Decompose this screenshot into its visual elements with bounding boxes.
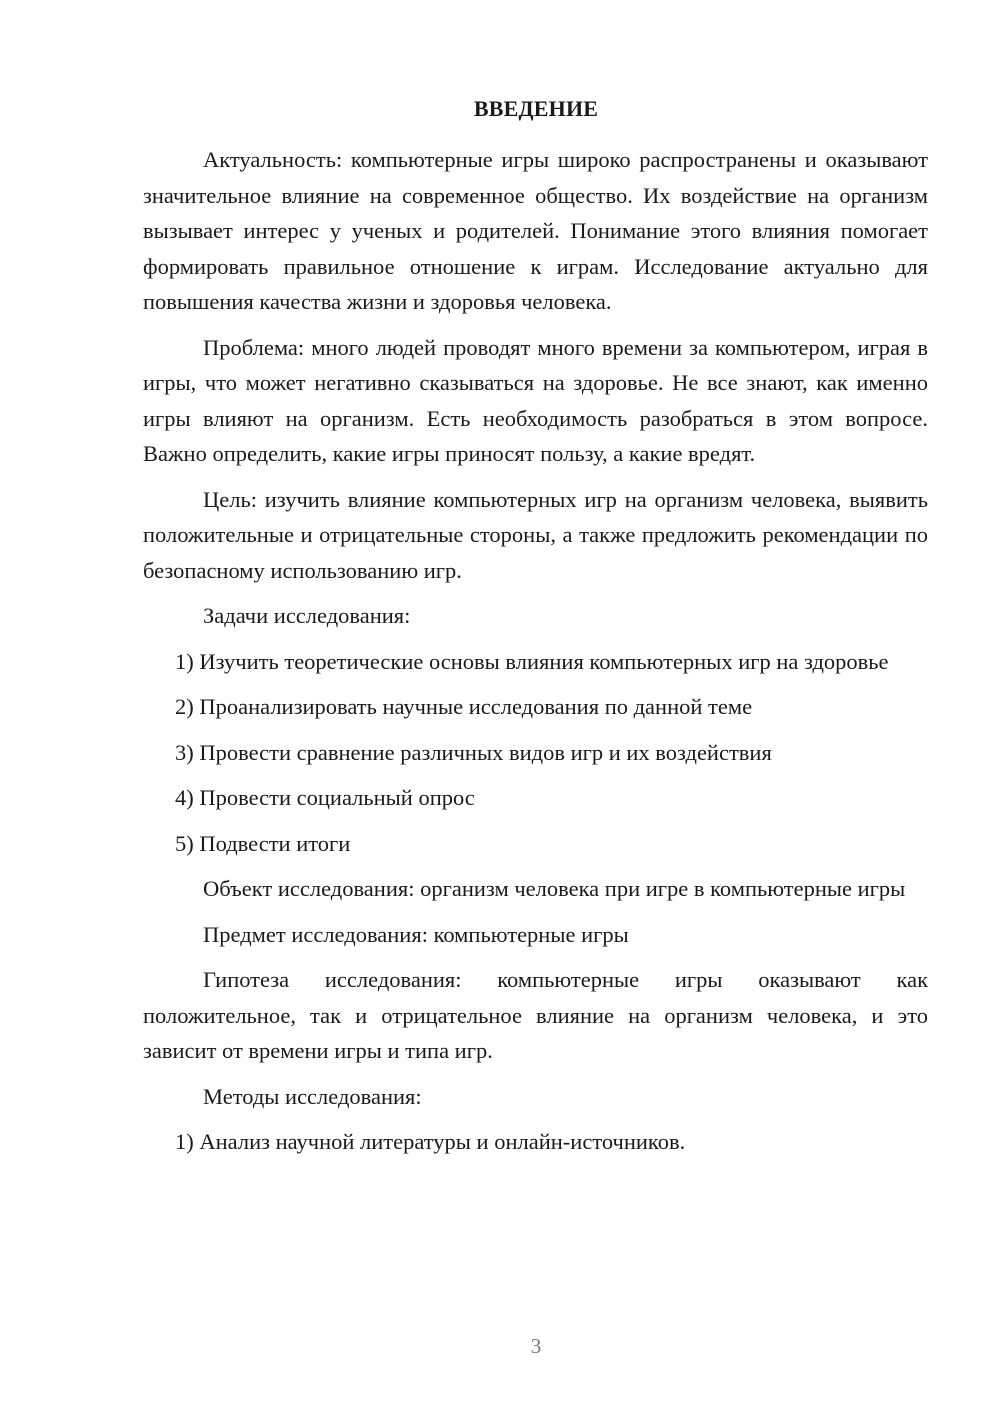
paragraph-subject: Предмет исследования: компьютерные игры: [203, 921, 629, 947]
task-item: 5) Подвести итоги: [175, 830, 351, 856]
paragraph-goal: Цель: изучить влияние компьютерных игр на организм человека, выявить положительные и отрицательные стороны, а также предложить рекомендации по безопасному использованию игр.: [143, 486, 928, 583]
paragraph-hypothesis: Гипотеза исследования: компьютерные игры оказывают как положительное, так и отрицательное влияние на организм человека, и это зависит от времени игры и типа игр.: [143, 967, 928, 1063]
task-item: 2) Проанализировать научные исследования по данной теме: [175, 694, 753, 719]
method-item: 1) Анализ научной литературы и онлайн-источников.: [175, 1129, 686, 1154]
page-title: ВВЕДЕНИЕ: [473, 96, 599, 121]
paragraph-object: Объект исследования: организм человека при игре в компьютерные игры: [203, 876, 906, 901]
paragraph-relevance: Актуальность: компьютерные игры широко распространены и оказывают значительное влияние на современное общество. Их воздействие на организм вызывает интерес у ученых и родителей. Понимание этого влияния помогает формировать правильное отношение к играм. Исследование актуально для повышения качества жизни и здоровья человека.: [143, 147, 928, 314]
page-number: 3: [530, 1334, 542, 1358]
tasks-title: Задачи исследования:: [203, 603, 411, 628]
task-item: 3) Провести сравнение различных видов игр и их воздействия: [175, 739, 772, 765]
methods-title: Методы исследования:: [203, 1083, 422, 1109]
task-item: 1) Изучить теоретические основы влияния компьютерных игр на здоровье: [175, 648, 889, 674]
task-item: 4) Провести социальный опрос: [175, 785, 475, 810]
paragraph-problem: Проблема: много людей проводят много времени за компьютером, играя в игры, что может негативно сказываться на здоровье. Не все знают, как именно игры влияют на организм. Есть необходимость разобраться в этом вопросе. Важно определить, какие игры приносят пользу, а какие вредят.: [143, 334, 928, 466]
body-text: [143, 142, 928, 1160]
